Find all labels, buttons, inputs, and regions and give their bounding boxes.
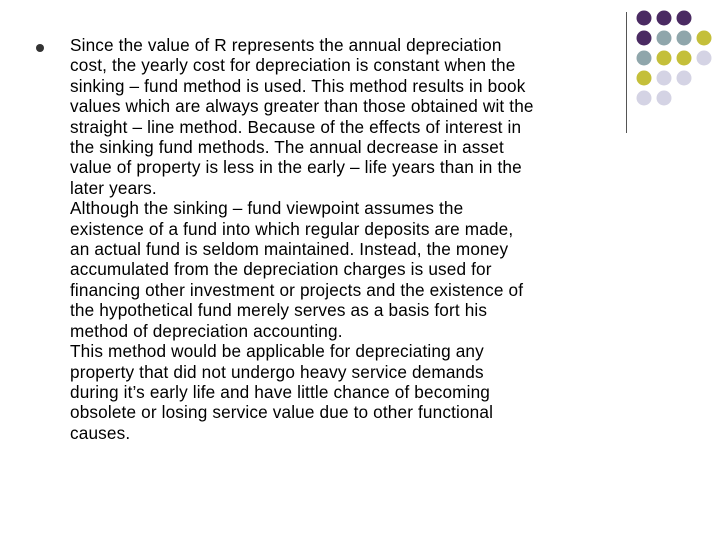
text-line: value of property is less in the early – life years than in the	[70, 157, 522, 178]
decorative-dot-olive	[657, 51, 672, 66]
decorative-dot-purple	[637, 11, 652, 26]
text-line: cost, the yearly cost for depreciation is constant when the	[70, 55, 516, 76]
text-line: existence of a fund into which regular deposits are made,	[70, 218, 514, 239]
decorative-dot-purple	[637, 31, 652, 46]
decorative-dot-teal	[677, 31, 692, 46]
text-line: values which are always greater than those obtained wit the	[70, 96, 534, 117]
text-line: an actual fund is seldom maintained. Instead, the money	[70, 239, 509, 260]
paragraph-sinking-fund-intro	[70, 35, 630, 198]
text-line: accumulated from the depreciation charges is used for	[70, 259, 492, 280]
text-line: Although the sinking – fund viewpoint assumes the	[70, 198, 464, 219]
decorative-dot-lavender	[657, 71, 672, 86]
text-line: Since the value of R represents the annual depreciation	[70, 35, 502, 55]
decorative-dot-lavender	[637, 91, 652, 106]
decorative-dot-olive	[677, 51, 692, 66]
text-line: the sinking fund methods. The annual decrease in asset	[70, 137, 504, 158]
text-line: financing other investment or projects and the existence of	[70, 279, 524, 300]
paragraph-applicability	[70, 341, 630, 443]
text-line: during it’s early life and have little chance of becoming	[70, 381, 491, 402]
decorative-dot-purple	[657, 11, 672, 26]
text-line: obsolete or losing service value due to other functional	[70, 402, 494, 423]
text-line: method of depreciation accounting.	[70, 320, 343, 341]
decorative-dot-olive	[637, 71, 652, 86]
decorative-dot-teal	[657, 31, 672, 46]
text-line: causes.	[70, 422, 131, 443]
text-line: sinking – fund method is used. This method results in book	[70, 75, 526, 96]
bullet-icon	[36, 44, 44, 52]
paragraph-hypothetical-fund	[70, 198, 630, 341]
decorative-dot-lavender	[677, 71, 692, 86]
text-line: later years.	[70, 177, 157, 198]
text-line: straight – line method. Because of the effects of interest in	[70, 116, 522, 137]
decorative-dot-teal	[637, 51, 652, 66]
decorative-dot-purple	[677, 11, 692, 26]
text-line: the hypothetical fund merely serves as a basis fort his	[70, 300, 488, 321]
text-line: property that did not undergo heavy service demands	[70, 361, 484, 382]
slide-body-text	[70, 35, 630, 443]
decorative-dot-lavender	[657, 91, 672, 106]
text-line: This method would be applicable for depreciating any	[70, 341, 484, 362]
decorative-dot-lavender	[697, 51, 712, 66]
decorative-dot-olive	[697, 31, 712, 46]
